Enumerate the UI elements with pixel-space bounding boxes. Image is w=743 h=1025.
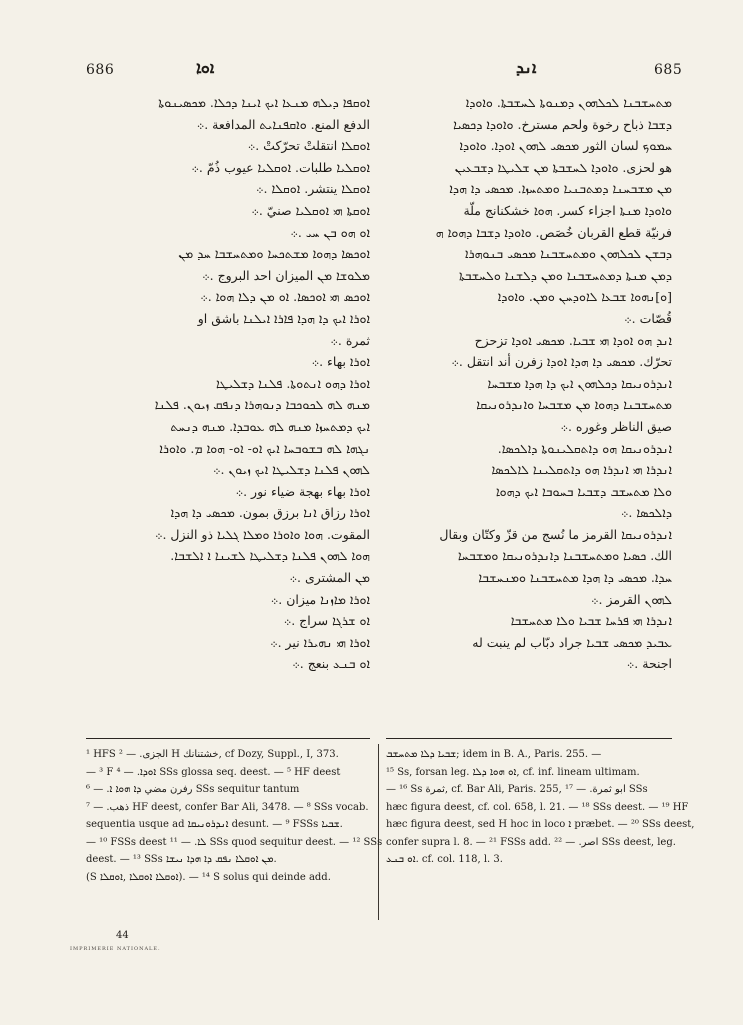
footnote-line: ¹ HFS الجزى. — ² H خشتنانك, cf Dozy, Suppl., I, 373. [86, 749, 339, 760]
text-line: ܕܫܒܐ ذباح رخوة ولحم مسترخ. ܘܐܘܕܐ ܕܟܣܝܐ [453, 116, 672, 132]
text-line: ܡܢ المشترى .܀ [289, 570, 370, 586]
text-line: ܥܒܝܕ ܡܟܣܝ ܫܒܝܐ جراد دبّاب لم ينبت له [472, 634, 672, 650]
text-line: ܐܘܩܠܝܐ طلبات. ܐܘܩܠܝܐ عيوب ذُمّ .܀ [191, 159, 370, 175]
left-footnotes [86, 746, 383, 886]
text-line: الك. ܟܣܝܐ ܘܡܬܚܫܒܢܐ ܕܐܢܕܪܘܢܝܩܐ ܘܡܫܒܚܐ [457, 548, 672, 564]
text-line: ܐܘ ܗܘ ܒܢ ܚܝ .܀ [290, 224, 370, 240]
text-line: ܐܘܩܠܐ ينتشر. ܐܘܩܠܐ .܀ [256, 181, 370, 197]
text-line: ܢܓܗܐ ܠܗ ܒܫܘܒܚܐ ܐܝܟ ܐܘ- ܐܘ- ܗܘܐ ܡ. ܘܐܘܪܐ [159, 440, 370, 456]
text-line: ܡܢܗ ܠܗ ܠܟܘܟܒܐ ܕܢܘܗܪܐ ܕܢܦܩ ܙܝܘܢ. ܦܠܢܐ [154, 397, 370, 413]
text-line: اجنحة .܀ [626, 656, 672, 672]
footnote-line: ܐܘ ܒܢܥ. cf. col. 118, l. 3. [386, 854, 503, 865]
text-line: ܐܘܪܐ رزاق ܐܢܐ برزق بمون. ܡܟܣܝ ܕܐ ܗܕܐ [170, 505, 370, 521]
footnote-line: ¹⁵ Ss, forsan leg. ܐܘ ܗܘܐ ܕܠܐ, cf. inf. lineam ultimam. [386, 766, 640, 778]
footnote-line: ذهب. — ⁷ HF deest, confer Bar Ali, 3478. — ⁸ SSs vocab. [86, 801, 369, 813]
text-line: صيق الناظر وغوره .܀ [560, 418, 672, 434]
text-line: المقوت. ܗܘܐ ܘܐܘܪܐ ܘܡܠܐ ܓܠܝܐ ذو النزل .܀ [154, 526, 370, 542]
text-line: ܐܘܟܣ ܗܝ ܐܘܟܣܐ. ܐܘ ܡܢ ܕܠܐ ܗܘܐ .܀ [200, 289, 370, 305]
text-line: ܐܢܕܪܐ ܗܝ ܐܢܕܪܐ ܗܘ ܕܐܬܩܠܝܢܐ ܠܐܠܟܣܐ [491, 462, 672, 478]
text-line: ܐܘܪܐ ܕܗܘ ܐܢܬܘܬܐ. ܦܠܢܐ ܕܫܠܝܛܐ [215, 375, 370, 391]
footnote-line: hæc figura deest, cf. col. 658, l. 21. — ¹⁸ SSs deest. — ¹⁹ HF [386, 801, 689, 813]
text-line: ܘܐܘܕܐ ܡܢܬܐ اجزاء كسر. ܗܘܐ خشكنانج ملّة [463, 202, 672, 218]
footnote-column-separator [378, 744, 379, 920]
text-line: ܐܘܩܬܐ ܗܝ ܐܘܩܠܝܐ صنيّ .܀ [251, 202, 370, 218]
right-footnotes [386, 746, 695, 869]
left-text-column [84, 92, 370, 675]
text-line: ܚܡܘܟ لسان الثور ܡܟܣܝ ܠܗܘܢ ܐܘܕܐ. ܘܐܘܕܐ [459, 138, 672, 154]
text-line: ܠܗܘܢ القرمز .܀ [591, 591, 672, 607]
text-line: ܐܘܩܠܐ انتقلتْ تحرّكتْ .܀ [247, 138, 370, 154]
text-line: ܚܕܐ. ܡܟܣܝ ܕܐ ܗܕܐ ܡܬܚܫܒܢܐ ܘܡܢܚܫܒܐ [478, 570, 672, 586]
text-line: فرنيّة قطع القربان خُصَص. ܘܐܘܕܐ ܕܫܒܐ ܕܗܘܐ ܗ [435, 224, 672, 240]
text-line: ܐܘ ܫܪܓܐ سراج .܀ [283, 613, 370, 629]
left-page-number: 686 [86, 62, 115, 78]
footnote-line: — ³ F ܐܘܕܐ. — ⁴ SSs glossa seq. deest. — ⁵ HF deest [86, 766, 341, 778]
right-page-number: 685 [654, 62, 683, 78]
text-line: ܐܝܟ ܕܡܬܚܙܐ ܡܢܗ ܠܗ ܥܘܒܕܐ. ܡܢܗ ܕܢܚܬ [170, 418, 370, 434]
text-line: ܐܘܩܦܐ ܕܝܠܗ ܡܢܥܐ ܐܝܟ ܐܝܢܐ ܕܟܠܐ. ܡܟܣܝܢܘܬܐ [158, 95, 370, 110]
text-line: تحرّك. ܡܟܣܝ ܕܐ ܗܕܐ ܐܘܕܐ زفرن أند انتقل .܀ [451, 354, 672, 370]
footnote-line: sequentia usque ad ܐܢܕܪܘܢܝܩܐ desunt. — ⁹ FSSs ܫܒܝܐ. [86, 819, 343, 830]
footnote-line: (S ܐܘܩܠܐ ܐܘܩܠܐ ,ܐܘܩܠܐ). — ¹⁴ S solus qui deinde add. [86, 871, 331, 883]
text-line: ܐܢܕܪܐ ܗܝ ܦܪܚܐ ܫܒܝܐ ܘܠܐ ܡܬܚܫܒܐ [510, 613, 672, 629]
text-line: قُصّات .܀ [624, 310, 672, 326]
text-line: ܐܘܪܐ ܐܝܟ ܕܐ ܗܕܐ ܦܐܪܐ ܐܝܠܢܐ باشق او [197, 310, 370, 326]
page-header [0, 58, 743, 86]
signature-mark: 44 [116, 930, 129, 941]
text-line: ܕܡܢ ܡܢܬܐ ܕܡܬܚܫܒܢܐ ܘܡܢ ܕܠܫܢܐ ܘܠܚܫܒܬܐ [459, 267, 672, 283]
text-line: ܘܠܐ ܡܬܚܫܒ ܕܫܒܝܐ ܒܚܘܒܐ ܐܝܟ ܕܗܘܐ [495, 483, 672, 499]
text-line: ܗܘܐ ܠܗܘܢ ܦܠܢܐ ܕܫܠܝܛܐ ܠܫܝܢܐ ܐ ܐܠܫܒܐ. [170, 548, 370, 564]
left-footnote-rule [86, 738, 370, 739]
printer-imprint: IMPRIMERIE NATIONALE. [70, 946, 161, 952]
left-running-title: ܐܘܐ [196, 58, 215, 77]
text-line: ܐܢܕܪܘܢܝܩܐ ܕܟܠܗܘܢ ܐܝܟ ܕܐ ܗܕܐ ܡܫܒܚܐ [487, 375, 672, 391]
text-line: ܐܘܪܐ بهاء بهجة ضياء نور .܀ [235, 483, 370, 499]
text-line: ܕܒܫܢ ܠܟܠܗܘܢ ܘܡܬܚܫܒܢܐ ܡܟܣܝ ܒܢܘܗܪܐ [464, 246, 672, 262]
text-line: ܡܠܘܫܐ ܡܢ الميزان احد البروج .܀ [202, 267, 370, 283]
right-text-column [386, 92, 672, 675]
text-line: [ܘ]ܢܗܘܐ ܫܒܥܐ ܠܐܘܕܚܢ ܘܡܢ. ܘܐܘܕܐ [497, 289, 672, 305]
text-line: ܐܘܪܐ ܗܝ ܢܗܝܪܐ نير .܀ [270, 634, 370, 650]
footnote-line: رفرن مضي ܕܐ ܗܘܐ ܐ. — ⁶ SSs sequitur tantum [86, 784, 300, 795]
text-line: الدفع المنع. ܘܐܩܦܢܐܝܬ المدافعة .܀ [196, 116, 370, 132]
footnote-line: deest. — ¹³ SSs ܡܢ ܐܘܩܠܐ ܢܦܩ ܕܐ ܗܕܐ ܢܝܫܐ. [86, 854, 277, 865]
footnote-line: confer supra l. 8. — ²¹ FSSs add. اصر. — ²² SSs deest, leg. [386, 836, 676, 848]
footnote-line: hæc figura deest, sed H hoc in loco ܐ præbet. — ²⁰ SSs deest, [386, 819, 695, 830]
text-line: ܐܢܕܪܘܢܝܩܐ ܗܘ ܕܐܬܩܠܝܢܘܬܐ ܕܐܠܟܣܐ. [497, 440, 672, 456]
text-line: ܐܘܪܐ ܡܐܙܢܐ ميزان .܀ [270, 591, 370, 607]
text-line: ܕܐܠܟܣܐ .܀ [620, 505, 672, 521]
text-line: ܠܗܘܢ ܦܠܢܐ ܕܫܠܝܛܐ ܐܝܟ ܙܝܘܢ .܀ [212, 462, 370, 478]
text-line: ܐܢܕܪܘܢܝܩܐ القرمز ما نُسج من قزّ وكتّان وبقال [439, 526, 672, 542]
text-line: ܐܘܪܐ بهاء .܀ [311, 354, 370, 370]
text-line: ܐܘ ܒܢܥ بنعج .܀ [292, 656, 370, 672]
text-line: ܐܢܕ ܗܘ ܐܘܕܐ ܗܝ ܫܒܝܐ. ܡܟܣܝ ܐܘܕܐ تزحزح [474, 332, 672, 348]
text-line: ثمرة .܀ [330, 332, 370, 348]
text-line: ܐܘܟܣܐ ܕܗܘܐ ܡܫܬܟܚܐ ܘܡܬܚܫܒܐ ܚܕ ܡܢ [178, 246, 370, 262]
footnote-line: — ¹⁶ Ss ثمرة, cf. Bar Ali, Paris. 255, ابو ثمرة. — ¹⁷ SSs [386, 784, 648, 795]
right-footnote-rule [386, 738, 672, 739]
right-running-title: ܐܢܕ [516, 58, 537, 77]
text-line: هو لحزى. ܘܐܘܕܐ ܠܚܫܒܬܐ ܡܢ ܫܠܝܛܐ ܕܫܒܥܝܢ [454, 159, 672, 175]
text-line: ܡܬܚܫܒܢܐ ܕܗܘܐ ܡܢ ܡܫܒܚܐ ܘܐܢܕܪܘܢܝܩܐ [476, 397, 672, 413]
text-line: ܡܢ ܡܫܒܚܢܐ ܕܡܬܒܢܝܐ ܘܡܬܚܙܐ. ܡܟܣܝ ܕܐ ܗܕܐ [449, 181, 672, 197]
footnote-line: — ¹⁰ FSSs deest ܠܐ. — ¹¹ SSs quod sequitur deest. — ¹² SSs [86, 836, 383, 848]
text-line: ܡܬܚܫܒܢܐ ܠܟܠܗܘܢ ܕܡܢܘܬܐ ܠܚܫܒܬܐ. ܘܐܘܕܐ [465, 95, 672, 110]
footnote-line: ܫܒܝܐ ܕܠܐ ܡܬܚܫܒ; idem in B. A., Paris. 255. — [386, 749, 602, 760]
